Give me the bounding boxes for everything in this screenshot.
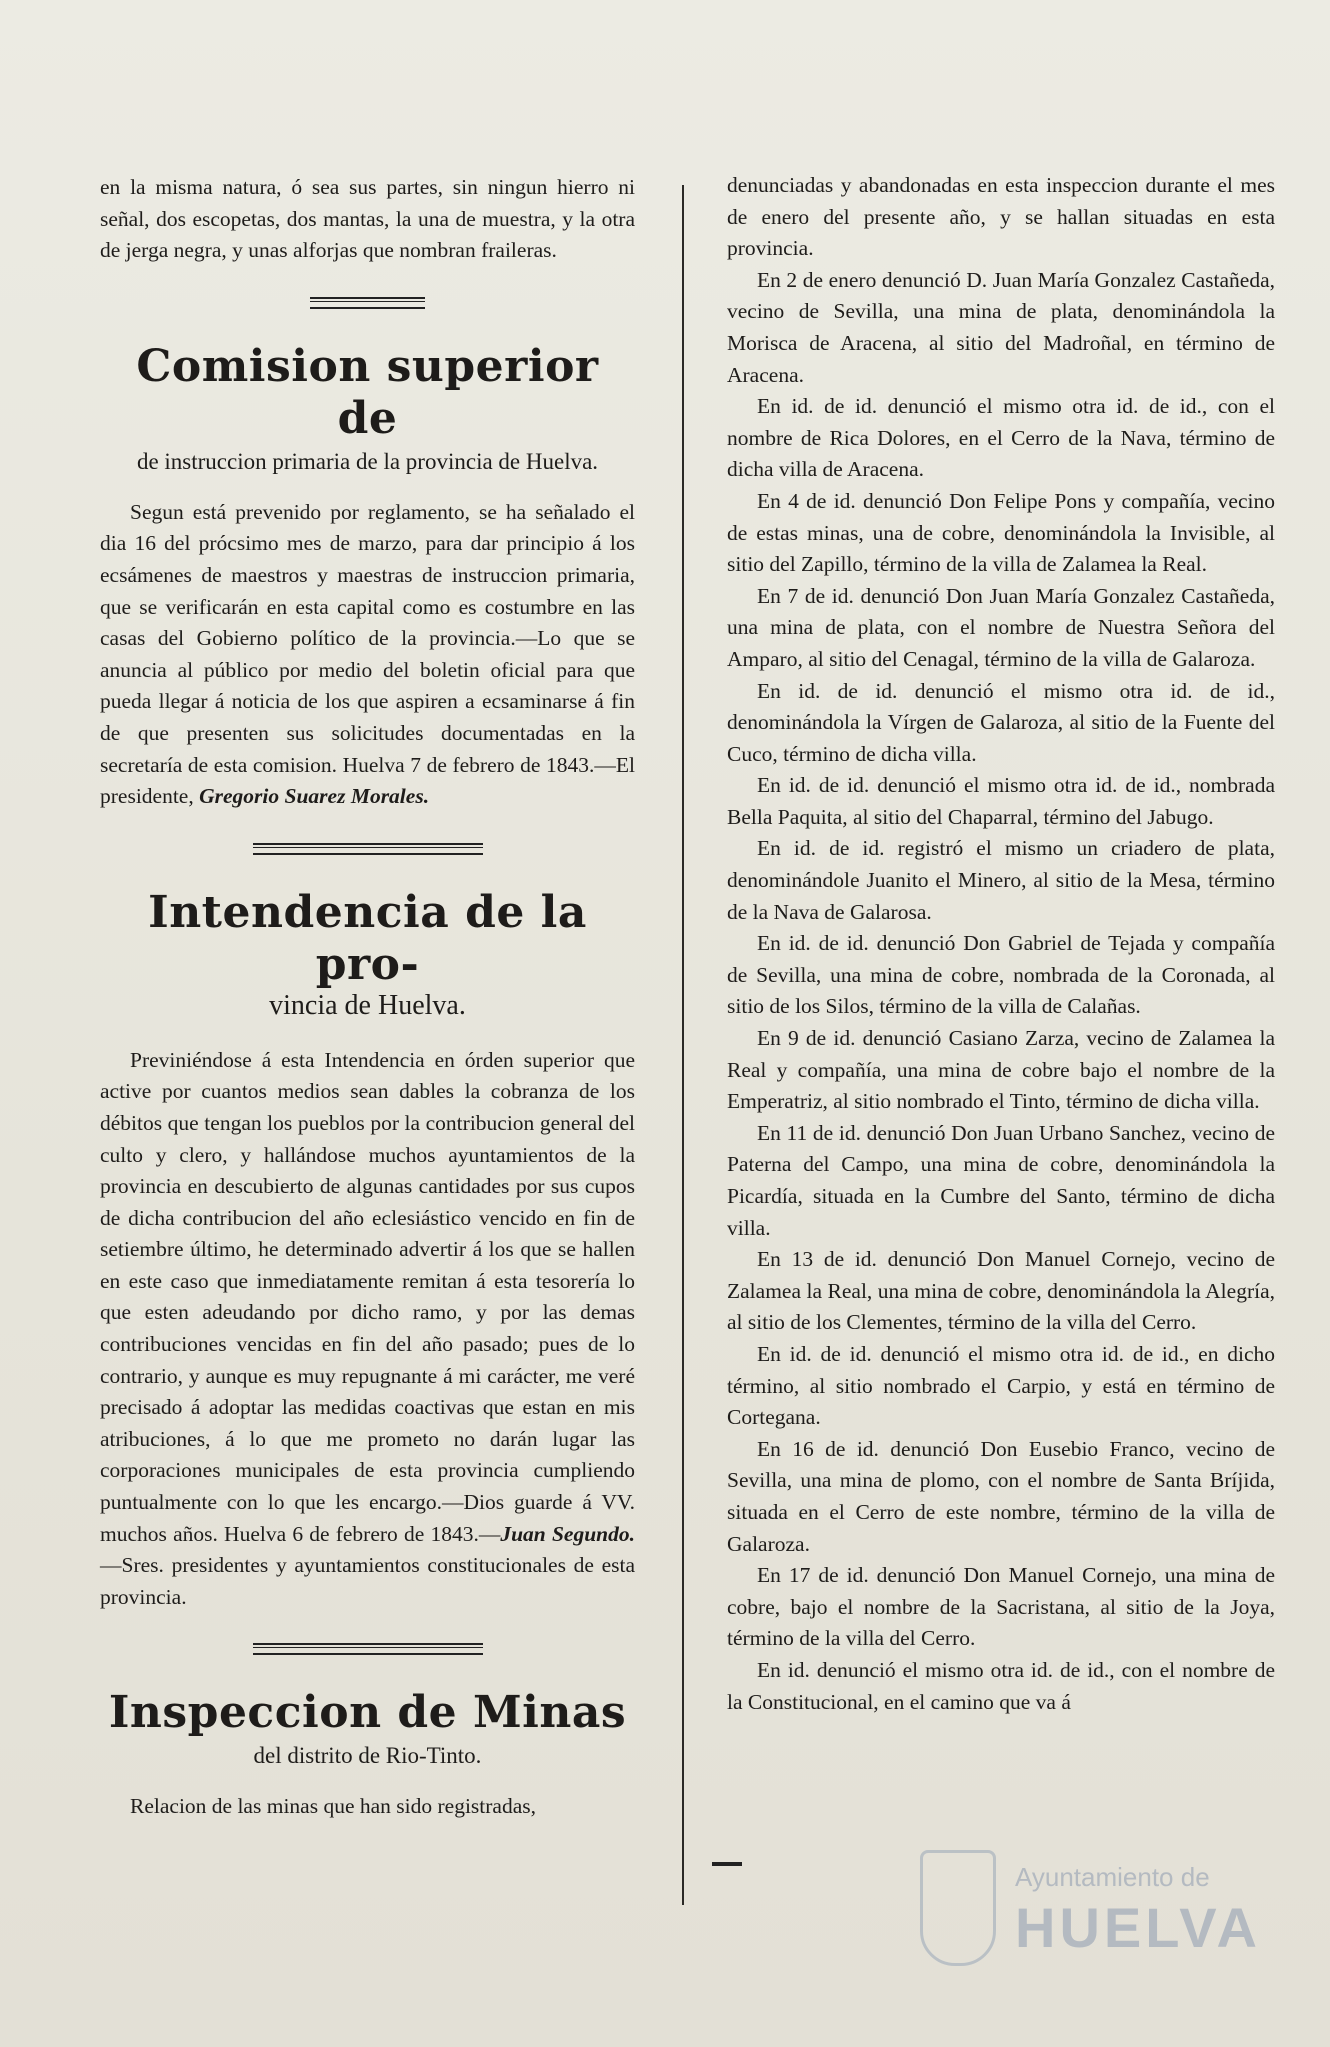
section-divider	[253, 843, 483, 855]
mine-registry-entry: En 9 de id. denunció Casiano Zarza, vecino de Zalamea la Real y compañía, una mina de cobre bajo el nombre de la Emperatriz, al sitio nombrado el Tinto, término de dicha villa.	[727, 1026, 1275, 1114]
mine-registry-entry: En id. denunció el mismo otra id. de id., con el nombre de la Constitucional, en el camino que va á	[727, 1657, 1275, 1714]
mine-registry-list	[727, 170, 1275, 1718]
section1-body-text: Segun está prevenido por reglamento, se ha señalado el dia 16 del prócsimo mes de marzo, para dar principio á los ecsámenes de maestros y maestras de instruccion primaria, que se verificarán en esta capital como es costumbre en las casas del Gobierno político de la provincia.—Lo que se anuncia al público por medio del boletin oficial para que pueda llegar á noticia de los que aspiren a ecsaminarse á fin de que presenten sus solicitudes documentadas en la secretaría de esta comision. Huelva 7 de febrero de 1843.—El presidente,	[100, 499, 635, 809]
section3-body: Relacion de las minas que han sido registradas,	[130, 1794, 537, 1819]
crest-icon	[920, 1850, 996, 1966]
archive-watermark	[920, 1850, 1260, 1990]
section2-body-text: Previniéndose á esta Intendencia en órden superior que active por cuantos medios sean dables la cobranza de los débitos que tengan los pueblos por la contribucion general del culto y clero, y hallándose muchos ayuntamientos de la provincia en descubierto de algunas cantidades por sus cupos de dicha contribucion del año eclesiástico vencido en fin de setiembre último, he determinado advertir á los que se hallen en este caso que inmediatamente remitan á esta tesorería lo que esten adeudando por dicho ramo, y por las demas contribuciones vencidas en fin del año pasado; pues de lo contrario, y aunque es muy repugnante á mi carácter, me veré precisado á adoptar las medidas coactivas que estan en mis atribuciones, á lo que me prometo no darán lugar las corporaciones municipales de esta provincia cumpliendo puntualmente con lo que les encargo.—Dios guarde á VV. muchos años. Huelva 6 de febrero de 1843.—	[100, 1047, 635, 1546]
left-column	[100, 172, 635, 1823]
section3-subtitle: del distrito de Rio-Tinto.	[253, 1743, 482, 1769]
column-divider	[682, 185, 684, 1905]
section2-body-end: —Sres. presidentes y ayuntamientos constitucionales de esta provincia.	[100, 1553, 635, 1609]
mine-registry-entry: En 2 de enero denunció D. Juan María Gonzalez Castañeda, vecino de Sevilla, una mina de plata, denominándola la Morisca de Aracena, al sitio del Madroñal, en término de Aracena.	[727, 267, 1275, 387]
intro-paragraph: en la misma natura, ó sea sus partes, sin ningun hierro ni señal, dos escopetas, dos mantas, la una de muestra, y la otra de jerga negra, y unas alforjas que nombran fraileras.	[100, 175, 635, 263]
mine-registry-entry: En 4 de id. denunció Don Felipe Pons y compañía, vecino de estas minas, una de cobre, denominándola la Invisible, al sitio del Zapillo, término de la villa de Zalamea la Real.	[727, 488, 1275, 577]
mine-registry-entry: denunciadas y abandonadas en esta inspeccion durante el mes de enero del presente año, y se hallan situadas en esta provincia.	[727, 173, 1275, 261]
section2-subtitle: vincia de Huelva.	[269, 989, 466, 1021]
mine-registry-entry: En 7 de id. denunció Don Juan María Gonzalez Castañeda, una mina de plata, con el nombre de Nuestra Señora del Amparo, al sitio del Cenagal, término de la villa de Galaroza.	[727, 583, 1275, 671]
section1-signature: Gregorio Suarez Morales.	[199, 784, 430, 809]
watermark-line1: Ayuntamiento de	[1015, 1862, 1210, 1892]
section2-signature: Juan Segundo.	[500, 1521, 635, 1546]
margin-mark	[712, 1862, 742, 1866]
section3-title: Inspeccion de Minas	[108, 1687, 627, 1739]
watermark-line2: HUELVA	[1015, 1896, 1261, 1959]
mine-registry-entry: En 16 de id. denunció Don Eusebio Franco, vecino de Sevilla, una mina de plomo, con el nombre de Santa Bríjida, situada en el Cerro de este nombre, término de la villa de Galaroza.	[727, 1436, 1275, 1556]
section1-body	[100, 497, 635, 813]
section-divider	[253, 1643, 483, 1655]
section1-subtitle: de instruccion primaria de la provincia de Huelva.	[136, 448, 599, 474]
mine-registry-entry: En 11 de id. denunció Don Juan Urbano Sanchez, vecino de Paterna del Campo, una mina de cobre, denominándola la Picardía, situada en la Cumbre del Santo, término de dicha villa.	[727, 1120, 1275, 1240]
section1-title: Comision superior de	[136, 340, 599, 444]
section2-title: Intendencia de la pro-	[148, 886, 587, 990]
mine-registry-entry: En id. de id. denunció el mismo otra id. de id., en dicho término, al sitio nombrado el Carpio, y está en término de Cortegana.	[727, 1341, 1275, 1430]
right-column	[727, 170, 1275, 1718]
mine-registry-entry: En id. de id. denunció el mismo otra id. de id., con el nombre de Rica Dolores, en el Cerro de la Nava, término de dicha villa de Aracena.	[727, 394, 1275, 482]
section2-body	[100, 1045, 635, 1614]
mine-registry-entry: En id. de id. registró el mismo un criadero de plata, denominándole Juanito el Minero, al sitio de la Mesa, término de la Nava de Galarosa.	[727, 836, 1275, 924]
mine-registry-entry: En id. de id. denunció el mismo otra id. de id., nombrada Bella Paquita, al sitio del Chaparral, término del Jabugo.	[727, 773, 1275, 829]
mine-registry-entry: En 17 de id. denunció Don Manuel Cornejo, una mina de cobre, bajo el nombre de la Sacristana, al sitio de la Joya, término de la villa del Cerro.	[727, 1563, 1275, 1651]
mine-registry-entry: En 13 de id. denunció Don Manuel Cornejo, vecino de Zalamea la Real, una mina de cobre, denominándola la Alegría, al sitio de los Clementes, término de la villa del Cerro.	[727, 1247, 1275, 1335]
section-divider	[310, 297, 425, 309]
mine-registry-entry: En id. de id. denunció el mismo otra id. de id., denominándola la Vírgen de Galaroza, al sitio de la Fuente del Cuco, término de dicha villa.	[727, 678, 1275, 766]
mine-registry-entry: En id. de id. denunció Don Gabriel de Tejada y compañía de Sevilla, una mina de cobre, nombrada de la Coronada, al sitio de los Silos, término de la villa de Calañas.	[727, 931, 1275, 1019]
